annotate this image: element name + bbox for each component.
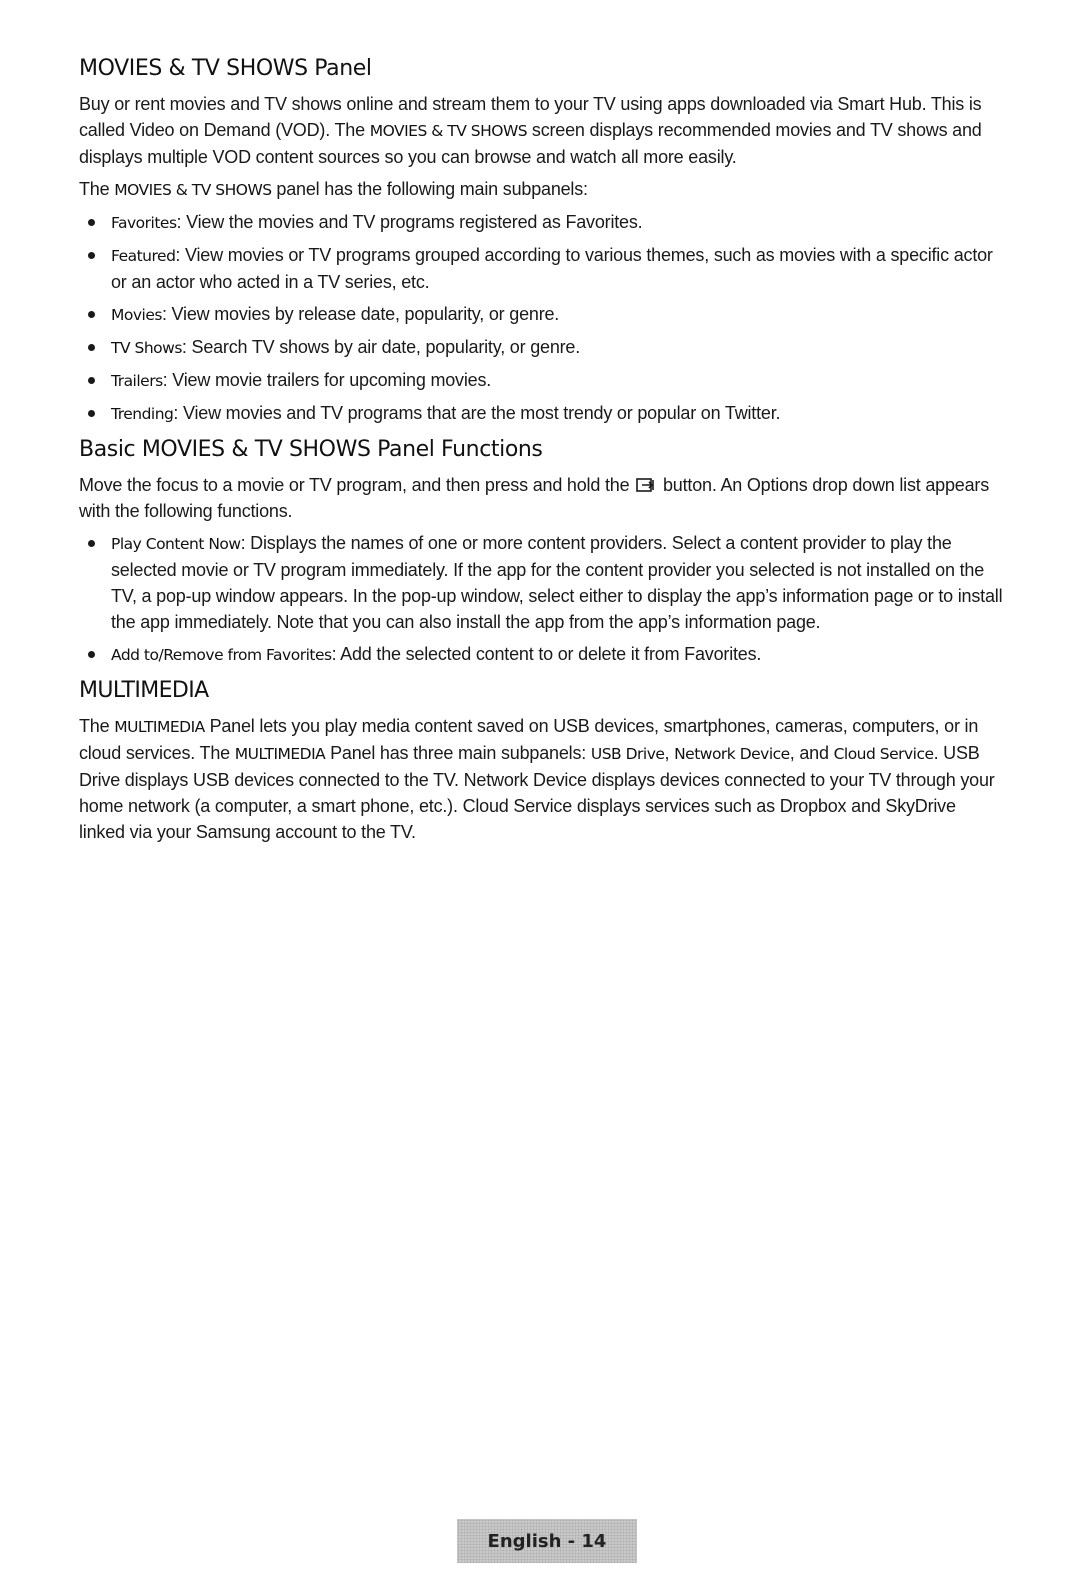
section-movies-tv-shows	[79, 56, 1004, 427]
bold-term: Network Device	[674, 745, 790, 763]
section-title: Basic MOVIES & TV SHOWS Panel Functions	[79, 437, 543, 462]
list-desc: : Add the selected content to or delete it from Favorites.	[331, 644, 762, 664]
list-desc: : View movies or TV programs grouped according to various themes, such as movies with a specific actor or an actor who acted in a TV series, etc.	[111, 245, 993, 292]
section-title: MULTIMEDIA	[79, 678, 209, 703]
enter-button-icon	[636, 474, 656, 490]
page-number-badge: English - 14	[457, 1519, 637, 1563]
subpanels-intro: The MOVIES & TV SHOWS panel has the following main subpanels:	[79, 179, 588, 199]
list-item	[79, 334, 1004, 361]
list-desc: : View movie trailers for upcoming movies.	[162, 370, 492, 390]
list-desc: : View movies and TV programs that are the most trendy or popular on Twitter.	[173, 403, 781, 423]
multimedia-paragraph: The MULTIMEDIA Panel lets you play media content saved on USB devices, smartphones, cameras, computers, or in cloud services. The MULTIMEDIA Panel has three main subpanels: USB Drive, Network Device, and Cloud Service. USB Drive displays USB devices connected to the TV. Network Device displays devices connected to your TV through your home network (a computer, a smart phone, etc.). Cloud Service displays services such as Dropbox and SkyDrive linked via your Samsung account to the TV.	[79, 716, 995, 842]
list-item	[79, 641, 1004, 668]
list-term: Featured	[111, 247, 176, 265]
list-desc: : View the movies and TV programs registered as Favorites.	[176, 212, 643, 232]
section-basic-functions	[79, 437, 1004, 668]
list-term: Play Content Now	[111, 535, 241, 553]
bold-term: MOVIES & TV SHOWS	[114, 181, 272, 199]
intro-paragraph: Buy or rent movies and TV shows online and stream them to your TV using apps downloaded via Smart Hub. This is called Video on Demand (VOD). The MOVIES & TV SHOWS screen displays recommended movies and TV shows and displays multiple VOD content sources so you can browse and watch all more easily.	[79, 94, 982, 167]
list-term: Favorites	[111, 214, 177, 232]
bold-term: Cloud Service	[833, 745, 934, 763]
intro-paragraph: Move the focus to a movie or TV program, and then press and hold the button. An Options drop down list appears with the following functions.	[79, 475, 990, 521]
section-title: MOVIES & TV SHOWS Panel	[79, 56, 372, 81]
list-desc: : Displays the names of one or more content providers. Select a content provider to play the selected movie or TV program immediately. If the app for the content provider you selected is not installed on the TV, a pop-up window appears. In the pop-up window, select either to display the app’s information page or to install the app immediately. Note that you can also install the app from the app’s information page.	[111, 533, 1003, 632]
bold-term: MOVIES & TV SHOWS	[369, 122, 528, 140]
list-desc: : View movies by release date, popularity, or genre.	[161, 304, 560, 324]
list-item	[79, 400, 1004, 427]
list-term: TV Shows	[111, 339, 182, 357]
function-list	[79, 530, 1004, 668]
section-multimedia	[79, 678, 1004, 845]
list-item	[79, 301, 1004, 328]
subpanel-list	[79, 209, 1004, 427]
list-term: Add to/Remove from Favorites	[111, 646, 332, 664]
list-item	[79, 209, 1004, 236]
list-desc: : Search TV shows by air date, popularity, or genre.	[181, 337, 581, 357]
bold-term: MULTIMEDIA	[114, 718, 205, 736]
list-term: Trending	[111, 405, 174, 423]
list-item	[79, 367, 1004, 394]
list-item	[79, 242, 1004, 295]
list-term: Trailers	[111, 372, 163, 390]
bold-term: MULTIMEDIA	[234, 745, 326, 763]
bold-term: USB Drive	[590, 745, 665, 763]
page-content	[79, 56, 1004, 855]
list-item	[79, 530, 1004, 635]
list-term: Movies	[111, 306, 162, 324]
